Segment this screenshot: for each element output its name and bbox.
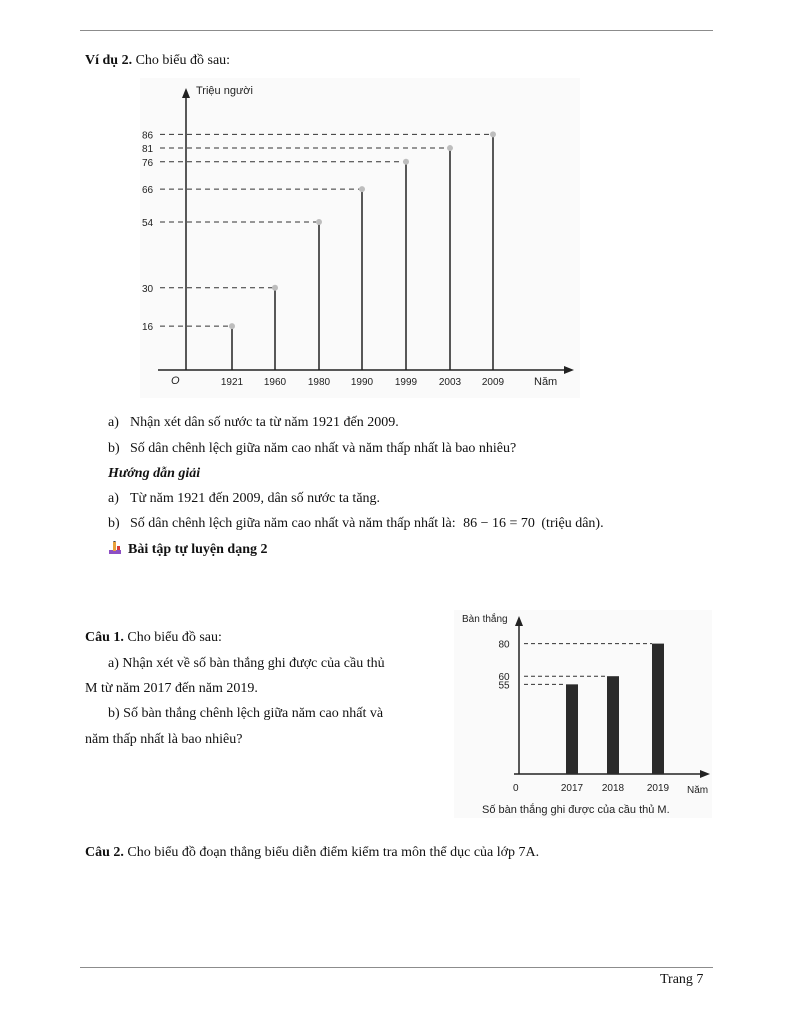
population-point	[403, 159, 409, 165]
exercise-section-title: Bài tập tự luyện dạng 2	[108, 541, 268, 559]
solution-heading: Hướng dẫn giải	[108, 466, 201, 481]
population-x-tick-label: 1921	[220, 377, 244, 388]
goals-y-tick-label: 60	[498, 672, 510, 684]
goals-bar	[566, 684, 578, 774]
question1-intro: Cho biểu đồ sau:	[127, 630, 222, 645]
population-x-tick-label: 1999	[394, 377, 418, 388]
page-number: Trang 7	[660, 972, 704, 987]
population-point	[316, 219, 322, 225]
answer-b: b) Số dân chênh lệch giữa năm cao nhất và năm thấp nhất là: 86 − 16 = 70 (triệu dân).	[108, 516, 604, 531]
bottom-rule	[80, 967, 713, 968]
goals-chart	[454, 610, 712, 818]
goals-x-tick-label: 2017	[560, 783, 584, 794]
goals-bar	[652, 644, 664, 774]
example-intro: Cho biểu đồ sau:	[135, 53, 231, 68]
question1-b-line2: năm thấp nhất là bao nhiêu?	[85, 732, 243, 747]
goals-origin-label: 0	[513, 783, 519, 794]
population-y-tick-label: 86	[142, 130, 154, 142]
population-y-label: Triệu người	[196, 85, 253, 97]
population-x-tick-label: 1990	[350, 377, 374, 388]
population-x-tick-label: 2003	[438, 377, 462, 388]
answer-b-math: 86 − 16 = 70	[463, 516, 535, 531]
population-point	[229, 323, 235, 329]
goals-bar	[607, 676, 619, 774]
question1-a-line1: a) Nhận xét về số bàn thắng ghi được của cầu thủ	[108, 656, 385, 671]
question1-title	[85, 629, 222, 647]
population-y-tick-label: 54	[142, 218, 154, 230]
example-question-b: b) Số dân chênh lệch giữa năm cao nhất và năm thấp nhất là bao nhiêu?	[108, 441, 517, 456]
goals-x-label: Năm	[687, 785, 709, 796]
question2-line	[85, 844, 539, 862]
population-y-tick-label: 81	[142, 144, 154, 156]
population-y-tick-label: 16	[142, 322, 154, 334]
population-x-label: Năm	[534, 376, 558, 388]
goals-y-label: Bàn thắng	[462, 614, 508, 625]
goals-x-tick-label: 2018	[601, 783, 625, 794]
goals-y-tick-label: 80	[498, 639, 510, 651]
goals-caption: Số bàn thắng ghi được của cầu thủ M.	[482, 804, 670, 816]
example-title	[85, 52, 230, 70]
answer-a: a) Từ năm 1921 đến 2009, dân số nước ta tăng.	[108, 491, 381, 506]
question1-a-line2: M từ năm 2017 đến năm 2019.	[85, 681, 258, 696]
population-y-tick-label: 30	[142, 283, 154, 295]
population-point	[359, 186, 365, 192]
population-origin-label: O	[171, 375, 180, 387]
example-question-a: a) Nhận xét dân số nước ta từ năm 1921 đến 2009.	[108, 415, 399, 430]
population-y-tick-label: 66	[142, 185, 154, 197]
population-x-tick-label: 1980	[307, 377, 331, 388]
pencil-icon	[108, 541, 122, 555]
question2-heading: Câu 2.	[85, 845, 124, 860]
question1-heading: Câu 1.	[85, 630, 124, 645]
question2-text: Cho biểu đồ đoạn thẳng biểu diễn điểm kiểm tra môn thể dục của lớp 7A.	[127, 845, 540, 860]
population-chart	[140, 78, 580, 398]
goals-x-tick-label: 2019	[646, 783, 670, 794]
question1-b-line1: b) Số bàn thắng chênh lệch giữa năm cao nhất và	[108, 706, 384, 721]
goals-y-tick-label: 55	[498, 680, 510, 692]
population-point	[447, 145, 453, 151]
population-y-tick-label: 76	[142, 157, 154, 169]
population-x-tick-label: 1960	[263, 377, 287, 388]
population-x-tick-label: 2009	[481, 377, 505, 388]
population-point	[490, 131, 496, 137]
example-heading: Ví dụ 2.	[85, 53, 133, 68]
population-point	[272, 285, 278, 291]
top-rule	[80, 30, 713, 31]
